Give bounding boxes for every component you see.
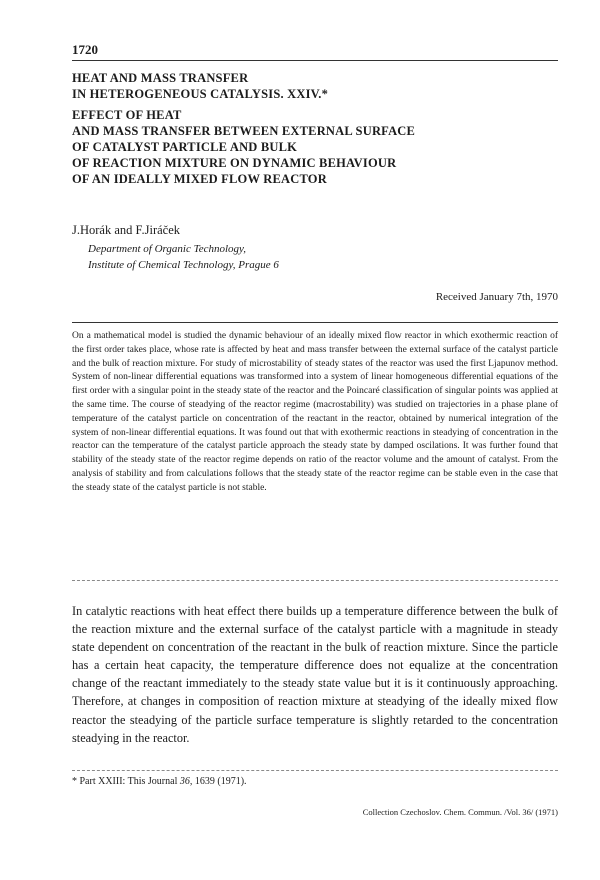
footnote-prefix: * Part XXIII: This Journal xyxy=(72,776,180,787)
article-title xyxy=(72,70,562,187)
footnote-volume: 36, xyxy=(179,776,193,787)
title-line: OF REACTION MIXTURE ON DYNAMIC BEHAVIOUR xyxy=(72,156,397,170)
affiliation-line: Department of Organic Technology, xyxy=(88,243,247,255)
title-line: AND MASS TRANSFER BETWEEN EXTERNAL SURFACE xyxy=(72,124,416,138)
affiliation xyxy=(88,241,279,273)
affiliation-line: Institute of Chemical Technology, Prague 6 xyxy=(88,259,279,271)
abstract-bottom-rule xyxy=(72,580,558,581)
footnote-suffix: 1639 (1971). xyxy=(192,776,247,787)
page-number: 1720 xyxy=(72,42,98,57)
title-line: HEAT AND MASS TRANSFER xyxy=(72,71,249,85)
abstract: On a mathematical model is studied the dynamic behaviour of an ideally mixed flow reactor in which exothermic reaction of the first order takes place, whose rate is affected by heat and mass transfer between the external surface of the catalyst particle and the bulk of reaction mixture. For study of microstability of steady states of the reactor was used the first Ljapunov method. System of non-linear differential equations was transformed into a system of linear homogeneous differential equations of the first order with a singular point in the steady state of the reactor and the Poincaré classification of singular points was applied at the same time. The course of steadying of the reactor regime (macrostability) was studied on trajectories in a phase plane of temperature of the catalyst particle on concentration of the reactant in the reactor, obtained by numerical integration of the system of non-linear differential equations. It was found out that with exothermic reactions in steadying of concentration in the reactor can the temperature of the catalyst particle approach the steady state by damped oscilations. It was further found that stability of the steady state of the reactor regime depends on ratio of the reactor volume and the amount of catalyst. From the analysis of stability and from calculations follows that the steady state of the reactor regime can be stable even in the case that the steady state of the catalyst particle is not stable. xyxy=(72,331,558,493)
body-paragraph: In catalytic reactions with heat effect there builds up a temperature difference between the bulk of the reaction mixture and the external surface of the catalyst particle with a magnitude in steady state dependent on concentration of the reactant in the bulk of reaction mixture. Since the particle has a certain heat capacity, the temperature difference does not equalize at the concentration change of the reactant immediately to the steady state value but it is it continuously approaching. Therefore, at changes in composition of reaction mixture at steadying of the ideally mixed flow reactor the steadying of the particle surface temperature is slightly retarded to the concentration steadying in the reactor. xyxy=(72,604,558,745)
running-footer: Collection Czechoslov. Chem. Commun. /Vol. 36/ (1971) xyxy=(362,807,558,817)
title-line: EFFECT OF HEAT xyxy=(72,108,182,122)
abstract-top-rule xyxy=(72,322,558,323)
footnote-rule xyxy=(72,770,558,771)
authors: J.Horák and F.Jiráček xyxy=(72,223,180,237)
header-rule xyxy=(72,60,558,61)
footnote xyxy=(72,776,247,787)
received-date: Received January 7th, 1970 xyxy=(435,291,558,303)
title-line: OF CATALYST PARTICLE AND BULK xyxy=(72,140,298,154)
title-line: OF AN IDEALLY MIXED FLOW REACTOR xyxy=(72,172,327,186)
title-line: IN HETEROGENEOUS CATALYSIS. XXIV.* xyxy=(72,87,329,101)
